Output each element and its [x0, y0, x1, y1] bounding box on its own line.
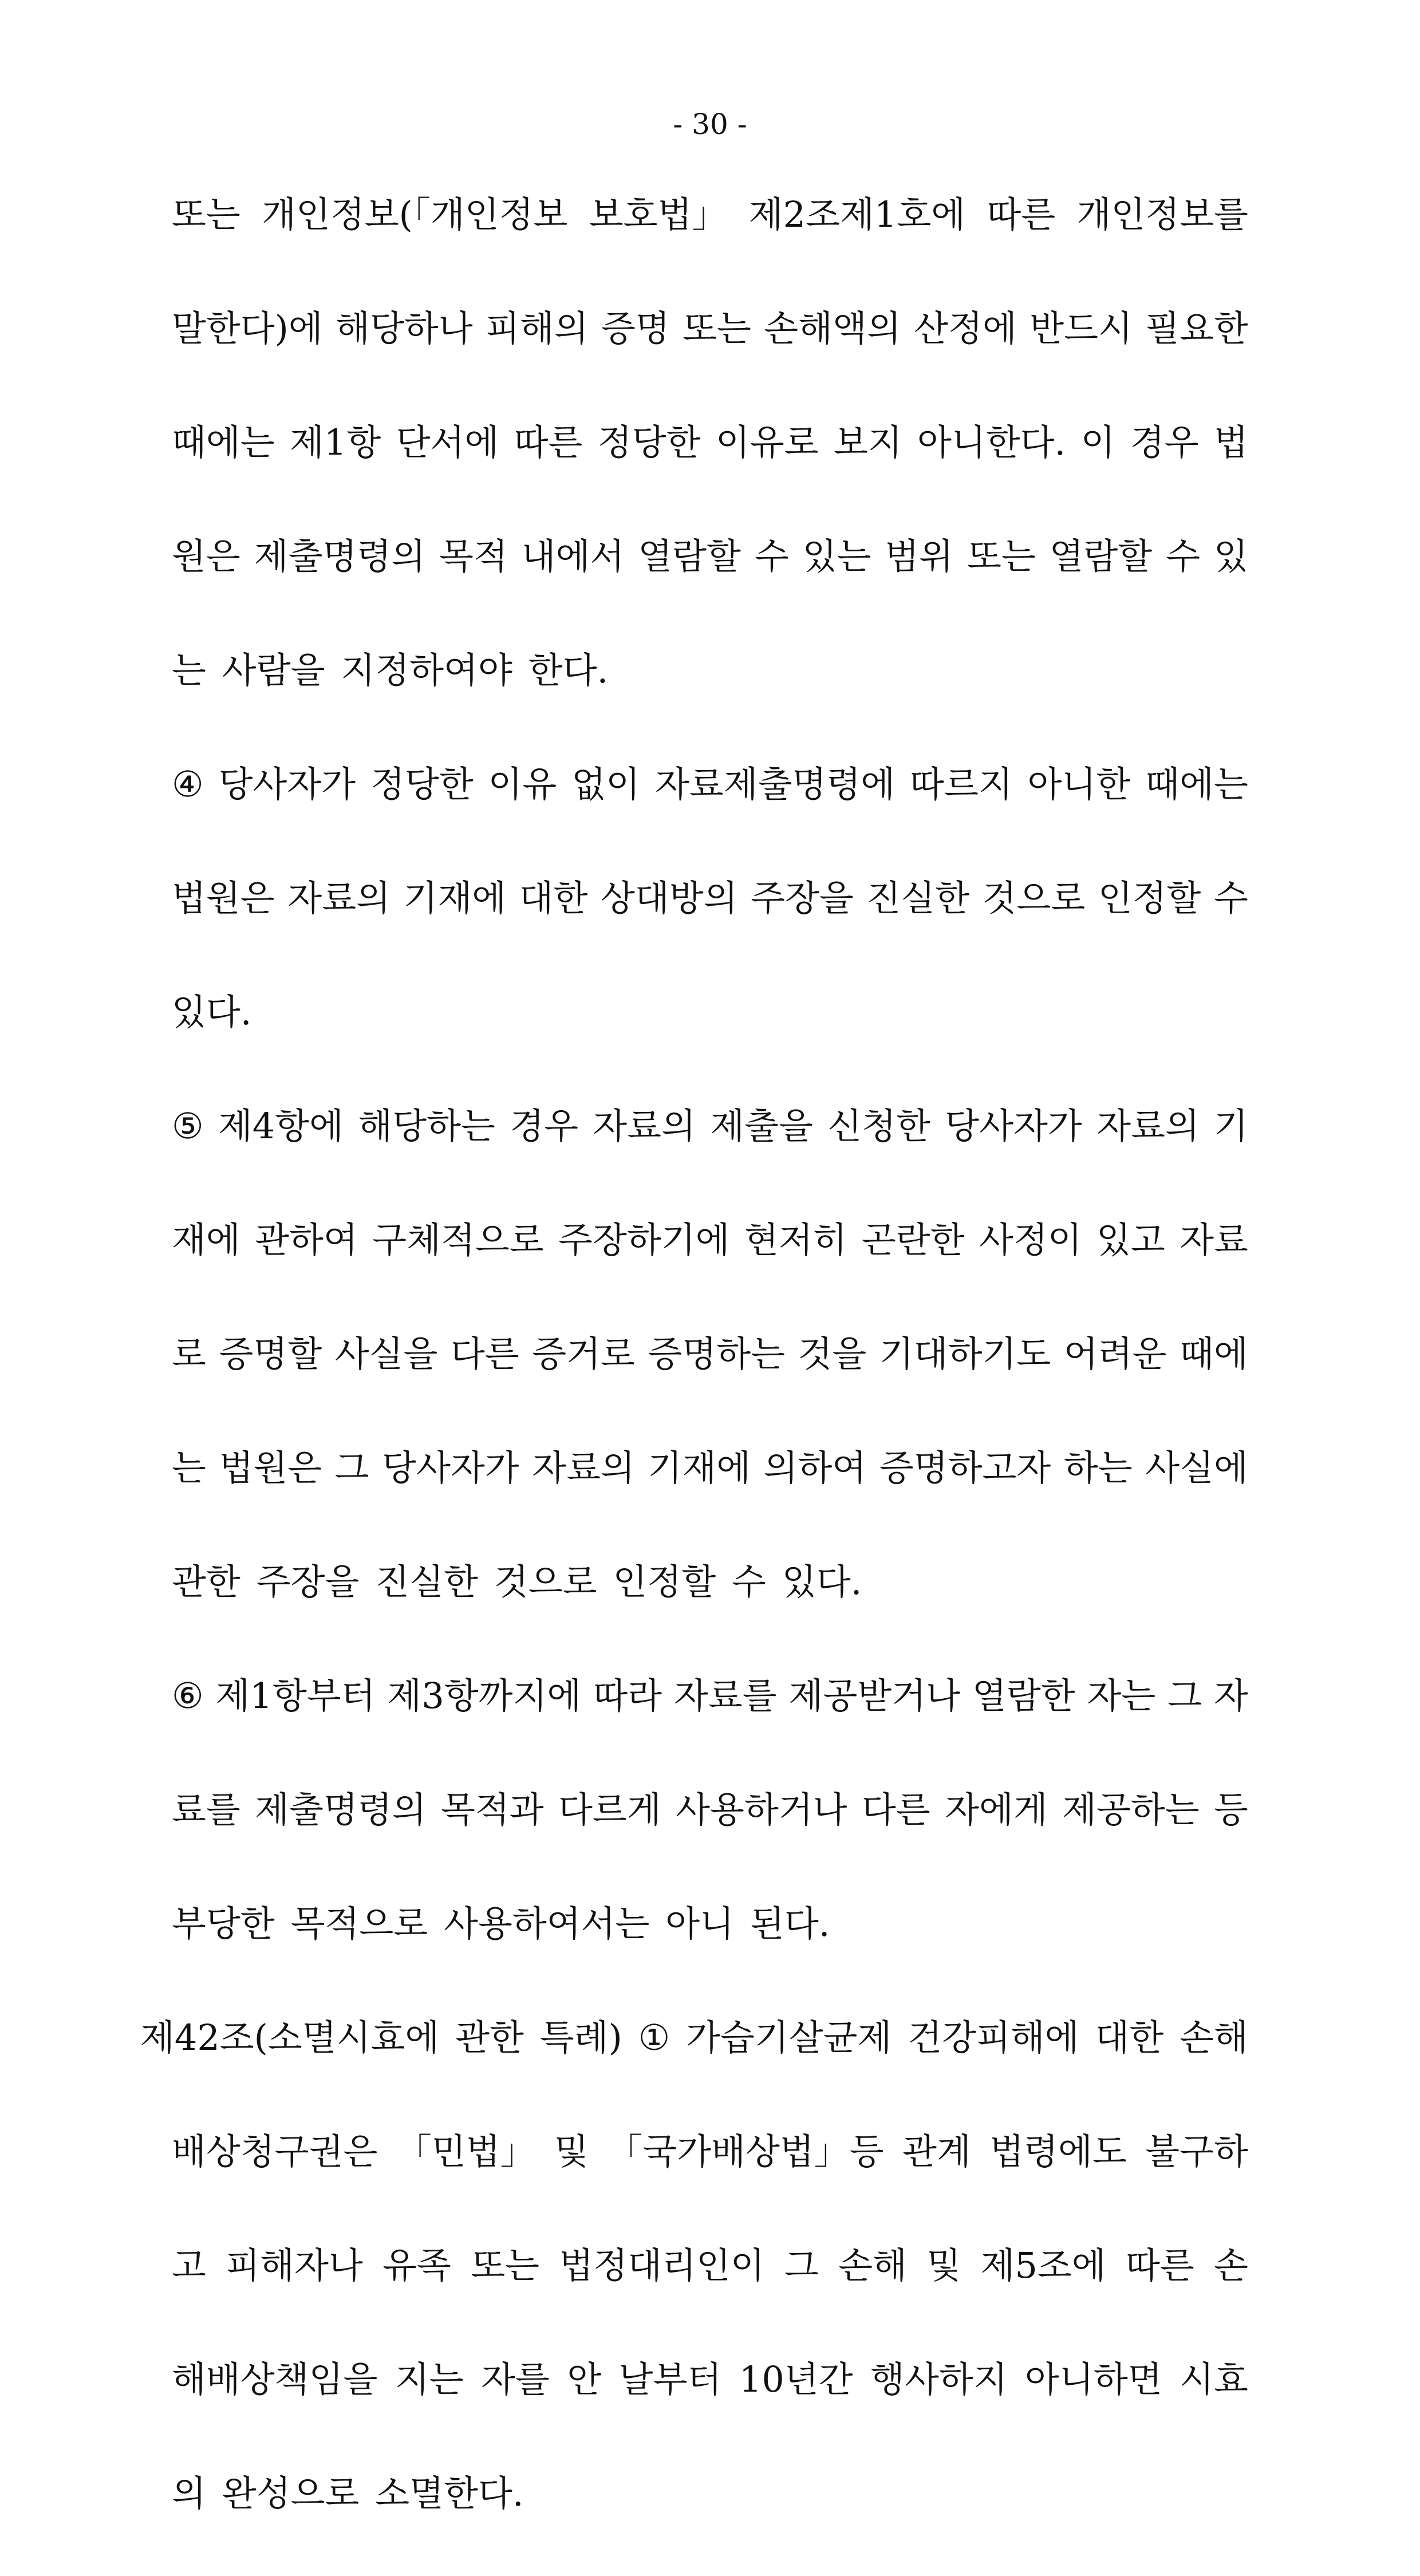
word: 행사하지 — [870, 2358, 1008, 2400]
word: 법원은 — [172, 877, 275, 919]
word: 아니한다. — [917, 421, 1066, 463]
word: 수 — [1166, 535, 1201, 577]
word: 진실한 — [375, 1561, 478, 1603]
word: 제2조제1호에 — [748, 194, 966, 235]
word: 사용하거나 — [676, 1789, 847, 1831]
word: 사정이 — [979, 1219, 1082, 1261]
word: 당사자가 — [382, 1447, 519, 1489]
word: 다르게 — [558, 1789, 661, 1831]
word: 사람을 — [222, 649, 325, 691]
word: 이유 — [488, 763, 557, 805]
text-line — [172, 1209, 1248, 1323]
word: 수 — [1213, 877, 1248, 919]
word: 정당한 — [370, 763, 474, 805]
word: 열람할 — [1049, 535, 1153, 577]
word: 당사자가 — [945, 1105, 1082, 1147]
word: ④ — [172, 763, 204, 805]
text-line — [172, 2234, 1248, 2348]
word: 재에 — [172, 1219, 240, 1261]
word: 자료를 — [673, 1675, 777, 1717]
text-line — [172, 1664, 1248, 1778]
word: 따라 — [593, 1675, 662, 1717]
word: ① — [638, 2017, 670, 2058]
word: 인정할 — [613, 1561, 716, 1603]
word: 단서에 — [396, 421, 499, 463]
word: 가습기살균제 — [686, 2017, 892, 2058]
word: 때에는 — [172, 421, 275, 463]
word: 관한 — [455, 2017, 524, 2058]
word: 소멸한다. — [375, 2472, 524, 2514]
text-line — [172, 981, 1248, 1095]
word: 그 — [784, 2244, 819, 2286]
word: 범위 — [885, 535, 954, 577]
word: 제1항 — [290, 421, 381, 463]
word: 자 — [1214, 1675, 1248, 1717]
word: 대한 — [519, 877, 588, 919]
word: 따른 — [1125, 2244, 1194, 2286]
word: 법령에도 — [989, 2131, 1127, 2172]
word: ⑤ — [172, 1105, 204, 1147]
word: 자료의 — [287, 877, 391, 919]
word: 지정하여야 — [341, 649, 512, 691]
word: ⑥ — [172, 1675, 204, 1717]
word: 경우 — [510, 1105, 578, 1147]
word: 주장하기에 — [558, 1219, 730, 1261]
word: 다른 — [861, 1789, 930, 1831]
word: 있는 — [802, 535, 871, 577]
word: 또는 — [967, 535, 1036, 577]
word: 등 — [1214, 1789, 1248, 1831]
text-line — [172, 2120, 1248, 2234]
text-line — [172, 297, 1248, 411]
word: 수 — [754, 535, 789, 577]
word: 주장을 — [256, 1561, 360, 1603]
text-line — [172, 1095, 1248, 1209]
word: 기재에 — [648, 1447, 751, 1489]
word: 신청한 — [827, 1105, 930, 1147]
word: 지는 — [395, 2358, 464, 2400]
word: 제출명령의 — [254, 535, 426, 577]
word: 증명 — [601, 307, 670, 349]
text-line — [172, 183, 1248, 297]
word: 법정대리인이 — [559, 2244, 765, 2286]
word: 시효 — [1180, 2358, 1248, 2400]
word: 의하여 — [763, 1447, 867, 1489]
word: 현저히 — [744, 1219, 847, 1261]
word: 해배상책임을 — [172, 2358, 378, 2400]
word: 당사자가 — [218, 763, 356, 805]
text-line — [172, 1323, 1248, 1437]
word: 특례) — [539, 2017, 622, 2058]
word: 필요한 — [1145, 307, 1248, 349]
text-line — [172, 753, 1248, 867]
word: 해당하는 — [358, 1105, 495, 1147]
word: 완성으로 — [222, 2472, 360, 2514]
word: 손해 — [1180, 2017, 1248, 2058]
word: 날부터 — [618, 2358, 722, 2400]
text-line — [172, 411, 1248, 525]
word: 수 — [732, 1561, 766, 1603]
word: 피해자나 — [226, 2244, 363, 2286]
word: 증명하고자 — [879, 1447, 1051, 1489]
word: 「국가배상법」등 — [607, 2131, 884, 2172]
word: 제1항부터 — [215, 1675, 376, 1717]
word: 따른 — [514, 421, 583, 463]
word: 손해 — [838, 2244, 908, 2286]
word: 는 — [172, 649, 206, 691]
word: 목적으로 — [290, 1903, 428, 1944]
word: 내에서 — [521, 535, 625, 577]
word: 아니 — [665, 1903, 735, 1944]
word: 때에는 — [1145, 763, 1248, 805]
word: 개인정보(「개인정보 — [262, 194, 568, 235]
word: 또는 — [172, 194, 240, 235]
page-number: - 30 - — [673, 108, 747, 141]
text-line — [172, 2348, 1248, 2462]
text-line — [172, 1778, 1248, 1892]
word: 구체적으로 — [372, 1219, 544, 1261]
word: 아니한 — [1027, 763, 1131, 805]
word: 반드시 — [1030, 307, 1133, 349]
word: 때에 — [1180, 1333, 1248, 1375]
word: 배상청구권은 — [172, 2131, 378, 2172]
word: 기재에 — [403, 877, 507, 919]
word: 건강피해에 — [908, 2017, 1079, 2058]
word: 목적과 — [440, 1789, 544, 1831]
word: 제공받거나 — [788, 1675, 961, 1717]
word: 인정할 — [1098, 877, 1201, 919]
word: 개인정보를 — [1076, 194, 1248, 235]
word: 자를 — [481, 2358, 550, 2400]
word: 곤란한 — [861, 1219, 965, 1261]
word: 관한 — [172, 1561, 240, 1603]
word: 것으로 — [494, 1561, 597, 1603]
text-line — [172, 867, 1248, 981]
word: 유족 — [382, 2244, 451, 2286]
word: 그 — [334, 1447, 369, 1489]
word: 보지 — [833, 421, 902, 463]
word: 기 — [1214, 1105, 1248, 1147]
word: 료를 — [172, 1789, 240, 1831]
word: 그 — [1167, 1675, 1202, 1717]
word: 10년간 — [739, 2358, 853, 2400]
text-line — [172, 1892, 1248, 2006]
word: 「민법」 — [396, 2131, 536, 2172]
word: 목적 — [439, 535, 508, 577]
word: 경우 — [1130, 421, 1199, 463]
word: 하는 — [1063, 1447, 1133, 1489]
word: 보호법」 — [589, 194, 728, 235]
word: 로 — [172, 1333, 206, 1375]
word: 피해의 — [486, 307, 589, 349]
word: 법 — [1214, 421, 1248, 463]
word: 손해액의 — [764, 307, 901, 349]
word: 말한다)에 — [172, 307, 323, 349]
word: 대한 — [1095, 2017, 1164, 2058]
word: 열람할 — [638, 535, 741, 577]
word: 있 — [1213, 535, 1248, 577]
word: 열람한 — [972, 1675, 1075, 1717]
word: 또는 — [683, 307, 751, 349]
word: 고 — [172, 2244, 206, 2286]
word: 법원은 — [219, 1447, 322, 1489]
word: 기대하기도 — [879, 1333, 1051, 1375]
word: 있고 — [1096, 1219, 1165, 1261]
word: 정당한 — [597, 421, 701, 463]
word: 산정에 — [914, 307, 1017, 349]
word: 어려운 — [1063, 1333, 1167, 1375]
word: 및 — [554, 2131, 589, 2172]
word: 의 — [172, 2472, 206, 2514]
text-line — [172, 1551, 1248, 1664]
word: 자료의 — [1096, 1105, 1200, 1147]
text-line — [172, 2462, 1248, 2576]
word: 부당한 — [172, 1903, 275, 1944]
word: 증거로 — [532, 1333, 635, 1375]
word: 제5조에 — [980, 2244, 1106, 2286]
word: 사실을 — [334, 1333, 438, 1375]
word: 해당하나 — [336, 307, 473, 349]
word: 안 — [567, 2358, 602, 2400]
word: 이유로 — [715, 421, 819, 463]
word: 아니하면 — [1025, 2358, 1162, 2400]
word: 진실한 — [866, 877, 969, 919]
word: 사실에 — [1145, 1447, 1248, 1489]
text-line — [172, 1437, 1248, 1551]
word: 자에게 — [945, 1789, 1048, 1831]
word: 증명할 — [219, 1333, 322, 1375]
word: 관계 — [902, 2131, 971, 2172]
word: 원은 — [172, 535, 240, 577]
word: 제42조(소멸시효에 — [140, 2017, 440, 2058]
word: 따른 — [987, 194, 1056, 235]
word: 제4항에 — [218, 1105, 344, 1147]
word: 관하여 — [255, 1219, 358, 1261]
word: 제공하는 — [1062, 1789, 1200, 1831]
word: 된다. — [750, 1903, 830, 1944]
word: 및 — [926, 2244, 961, 2286]
word: 손 — [1214, 2244, 1248, 2286]
word: 증명하는 — [648, 1333, 785, 1375]
word: 또는 — [471, 2244, 540, 2286]
document-body — [140, 183, 1248, 2576]
word: 상대방의 — [600, 877, 738, 919]
word: 제출을 — [710, 1105, 813, 1147]
word: 것으로 — [982, 877, 1086, 919]
word: 제출명령의 — [255, 1789, 427, 1831]
word: 다른 — [450, 1333, 519, 1375]
text-line — [172, 525, 1248, 639]
word: 자는 — [1087, 1675, 1156, 1717]
word: 자료의 — [593, 1105, 696, 1147]
word: 자료의 — [532, 1447, 635, 1489]
word: 제3항까지에 — [387, 1675, 582, 1717]
word: 주장을 — [751, 877, 854, 919]
word: 자료제출명령에 — [654, 763, 896, 805]
word: 없이 — [571, 763, 641, 805]
word: 한다. — [528, 649, 609, 691]
word: 있다. — [172, 991, 252, 1033]
word: 자료 — [1180, 1219, 1248, 1261]
word: 는 — [172, 1447, 206, 1489]
word: 사용하여서는 — [444, 1903, 650, 1944]
word: 불구하 — [1145, 2131, 1248, 2172]
text-line — [172, 639, 1248, 753]
word: 있다. — [782, 1561, 862, 1603]
text-line — [140, 2006, 1248, 2120]
word: 것을 — [798, 1333, 867, 1375]
word: 따르지 — [910, 763, 1013, 805]
word: 이 — [1080, 421, 1115, 463]
